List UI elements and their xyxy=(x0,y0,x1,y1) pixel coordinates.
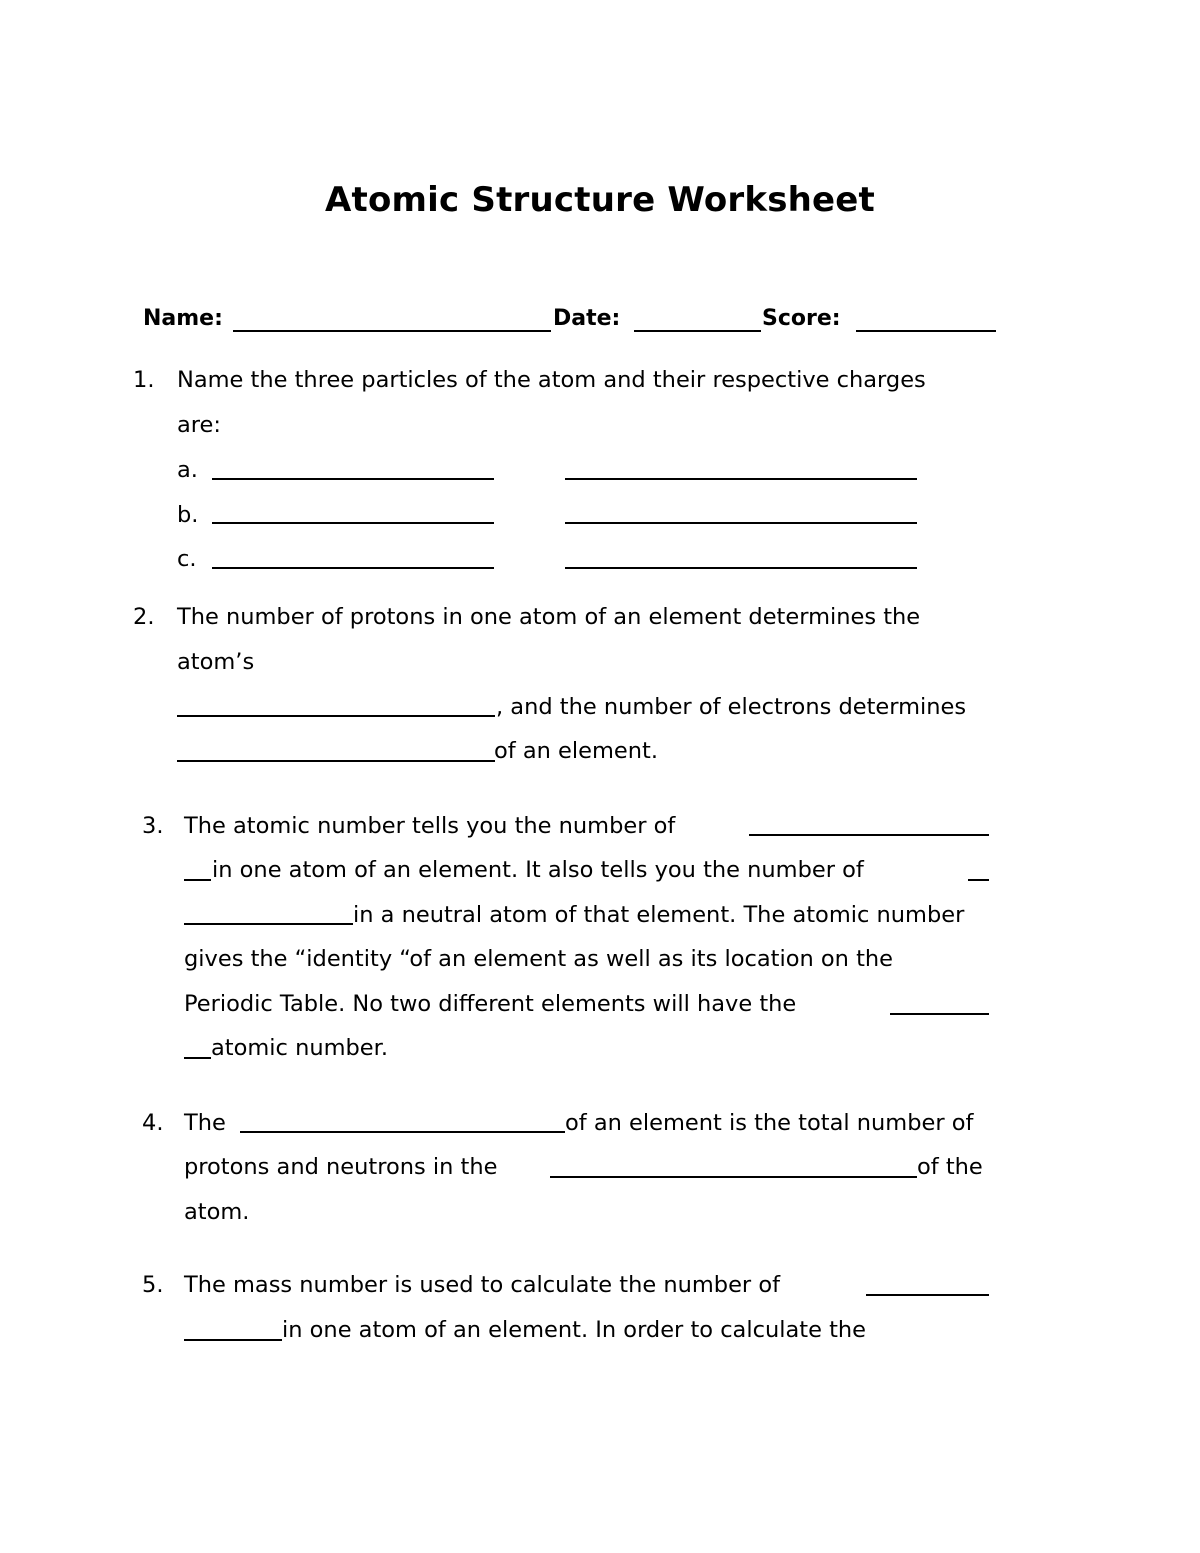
page-title: Atomic Structure Worksheet xyxy=(324,180,876,220)
q1-particle-c-field[interactable] xyxy=(212,567,494,569)
q2-number: 2. xyxy=(133,604,155,630)
q4-text-line2-end: of the xyxy=(917,1154,983,1180)
q1-particle-a-field[interactable] xyxy=(212,478,494,480)
q3-blank-3b[interactable] xyxy=(184,1057,211,1059)
q4-blank-2[interactable] xyxy=(550,1176,917,1178)
q3-text-line2: in one atom of an element. It also tells you the number of xyxy=(212,857,864,883)
q3-text-line6: atomic number. xyxy=(211,1035,388,1061)
q5-blank-1b[interactable] xyxy=(184,1339,282,1341)
score-field[interactable] xyxy=(856,330,996,332)
q2-blank-1[interactable] xyxy=(177,715,495,717)
name-field[interactable] xyxy=(233,330,551,332)
q3-number: 3. xyxy=(142,813,164,839)
q1-text-line2: are: xyxy=(177,412,221,438)
q4-text-line1-start: The xyxy=(184,1110,226,1136)
date-field[interactable] xyxy=(634,330,761,332)
q3-blank-1b[interactable] xyxy=(184,879,211,881)
q4-blank-1[interactable] xyxy=(240,1131,565,1133)
q1-charge-c-field[interactable] xyxy=(565,567,917,569)
q3-text-line4: gives the “identity “of an element as well as its location on the xyxy=(184,946,893,972)
q1-sub-b-label: b. xyxy=(177,502,199,528)
q4-number: 4. xyxy=(142,1110,164,1136)
q4-text-line3: atom. xyxy=(184,1199,250,1225)
q2-text-line4: of an element. xyxy=(494,738,658,764)
q1-charge-a-field[interactable] xyxy=(565,478,917,480)
q2-text-line3: , and the number of electrons determines xyxy=(496,694,967,720)
q5-number: 5. xyxy=(142,1272,164,1298)
q1-particle-b-field[interactable] xyxy=(212,522,494,524)
name-label: Name: xyxy=(143,306,223,331)
q3-text-line3: in a neutral atom of that element. The atomic number xyxy=(353,902,965,928)
q1-charge-b-field[interactable] xyxy=(565,522,917,524)
q3-text-line1: The atomic number tells you the number of xyxy=(184,813,676,839)
q4-text-line1-end: of an element is the total number of xyxy=(565,1110,974,1136)
q4-text-line2-start: protons and neutrons in the xyxy=(184,1154,498,1180)
q2-blank-2[interactable] xyxy=(177,760,495,762)
q5-text-line1: The mass number is used to calculate the number of xyxy=(184,1272,781,1298)
q3-blank-2a[interactable] xyxy=(968,879,989,881)
date-label: Date: xyxy=(553,306,621,331)
q1-number: 1. xyxy=(133,367,155,393)
q3-blank-1a[interactable] xyxy=(749,834,989,836)
q3-blank-2b[interactable] xyxy=(184,923,353,925)
q1-sub-a-label: a. xyxy=(177,457,198,483)
q3-text-line5: Periodic Table. No two different elements will have the xyxy=(184,991,797,1017)
score-label: Score: xyxy=(762,306,841,331)
q5-blank-1a[interactable] xyxy=(866,1294,989,1296)
q2-text-line2: atom’s xyxy=(177,649,255,675)
q3-blank-3a[interactable] xyxy=(890,1013,989,1015)
q2-text-line1: The number of protons in one atom of an element determines the xyxy=(177,604,921,630)
q1-text-line1: Name the three particles of the atom and their respective charges xyxy=(177,367,926,393)
q5-text-line2: in one atom of an element. In order to calculate the xyxy=(282,1317,867,1343)
q1-sub-c-label: c. xyxy=(177,546,197,572)
